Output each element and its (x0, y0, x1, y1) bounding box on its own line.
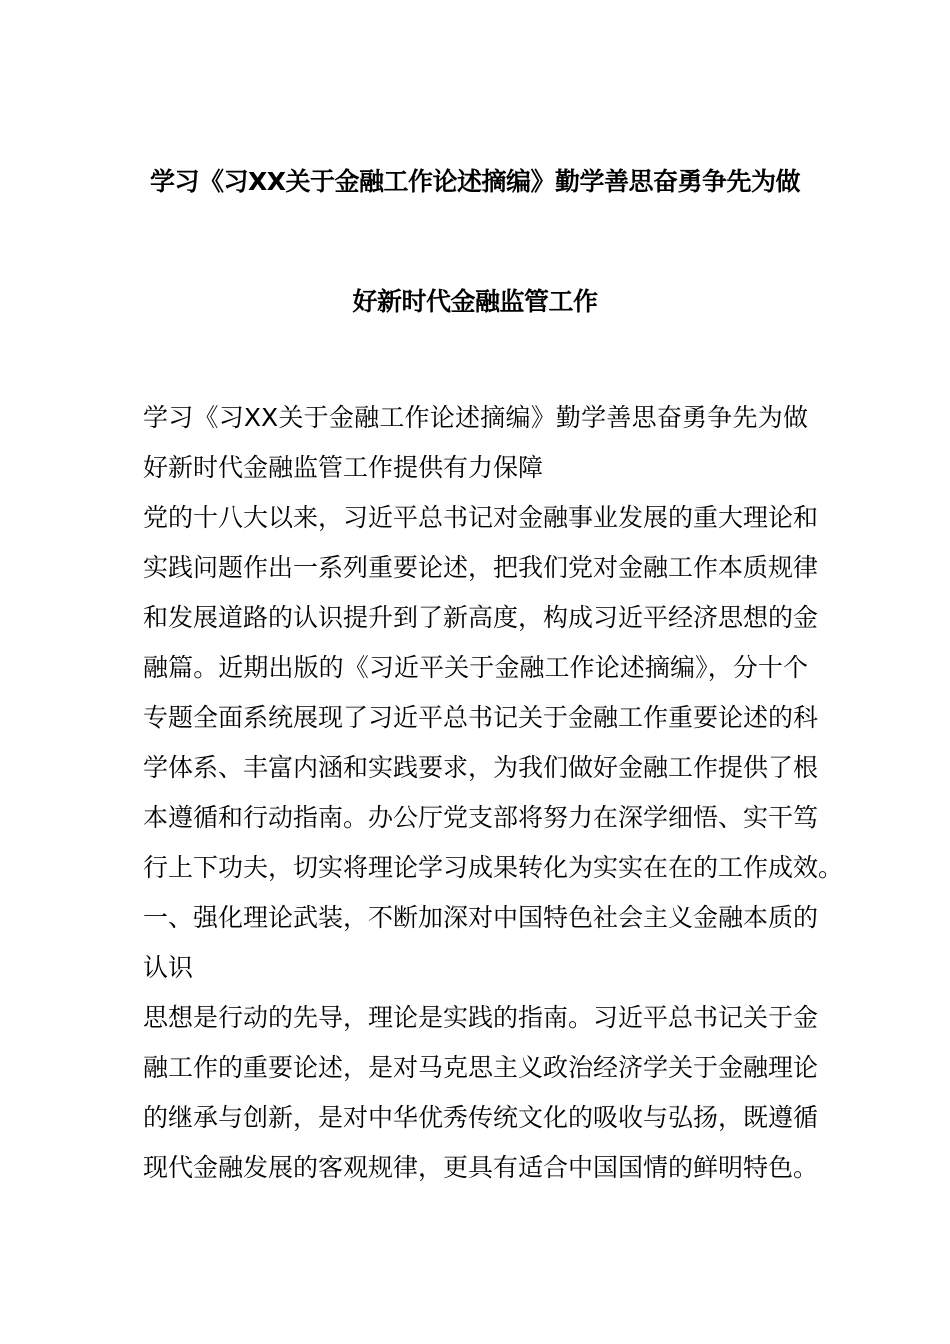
subtitle-line-1: 学习《习XX关于金融工作论述摘编》勤学善思奋勇争先为做 (143, 403, 808, 432)
section-heading-line-2: 认识 (143, 953, 194, 982)
paragraph-1-line-4: 融篇。近期出版的《习近平关于金融工作论述摘编》，分十个 (143, 653, 808, 682)
paragraph-1-line-8: 行上下功夫，切实将理论学习成果转化为实实在在的工作成效。 (143, 853, 844, 882)
paragraph-1-line-5: 专题全面系统展现了习近平总书记关于金融工作重要论述的科 (143, 703, 819, 732)
document-title-line-2: 好新时代金融监管工作 (352, 287, 598, 316)
paragraph-1-line-7: 本遵循和行动指南。办公厅党支部将努力在深学细悟、实干笃 (143, 803, 819, 832)
paragraph-1-line-3: 和发展道路的认识提升到了新高度，构成习近平经济思想的金 (143, 603, 819, 632)
paragraph-2-line-4: 现代金融发展的客观规律，更具有适合中国国情的鲜明特色。 (143, 1153, 819, 1182)
paragraph-2-line-3: 的继承与创新，是对中华优秀传统文化的吸收与弘扬，既遵循 (143, 1103, 819, 1132)
section-heading-line-1: 一、强化理论武装，不断加深对中国特色社会主义金融本质的 (143, 903, 819, 932)
paragraph-1-line-1: 党的十八大以来，习近平总书记对金融事业发展的重大理论和 (143, 503, 819, 532)
paragraph-2-line-2: 融工作的重要论述，是对马克思主义政治经济学关于金融理论 (143, 1053, 819, 1082)
paragraph-1-line-6: 学体系、丰富内涵和实践要求，为我们做好金融工作提供了根 (143, 753, 819, 782)
paragraph-2-line-1: 思想是行动的先导，理论是实践的指南。习近平总书记关于金 (143, 1003, 819, 1032)
document-title-line-1: 学习《习XX关于金融工作论述摘编》勤学善思奋勇争先为做 (149, 167, 801, 196)
subtitle-line-2: 好新时代金融监管工作提供有力保障 (143, 453, 544, 482)
paragraph-1-line-2: 实践问题作出一系列重要论述，把我们党对金融工作本质规律 (143, 553, 819, 582)
